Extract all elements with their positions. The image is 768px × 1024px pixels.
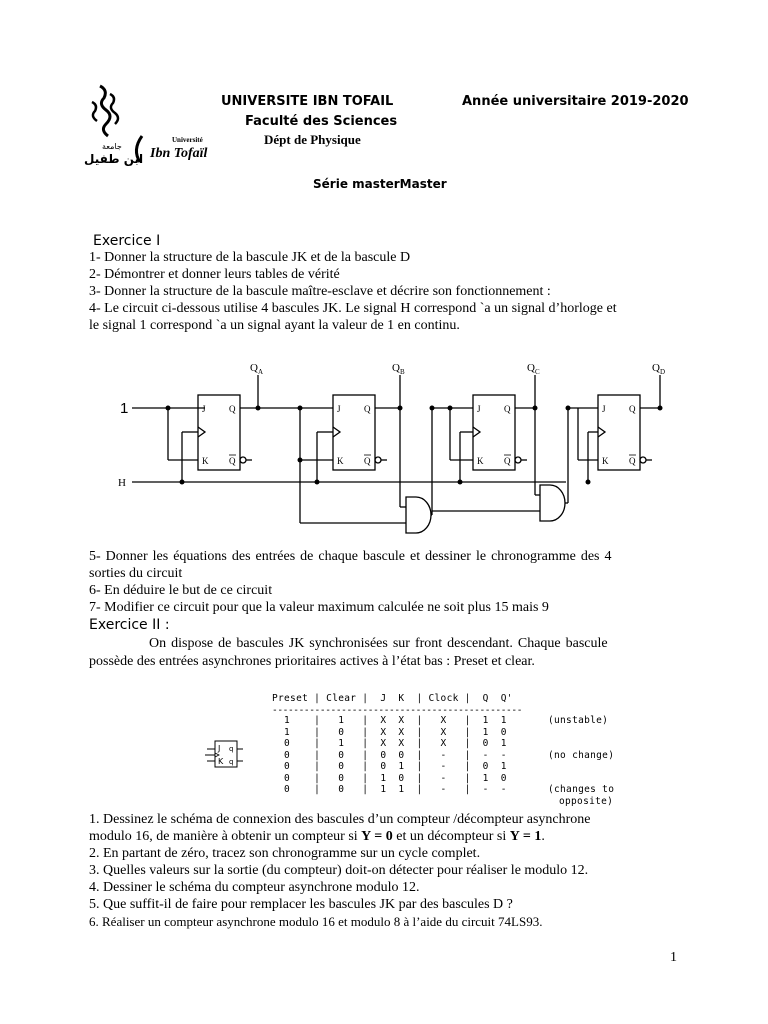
- exercise2-question: 5. Que suffit-il de faire pour remplacer les bascules JK par des bascules D ?: [89, 897, 513, 912]
- jk-flipflop-symbol: [205, 737, 245, 771]
- page-number: 1: [670, 950, 677, 965]
- logo-text-arabic-top: جامعة: [102, 142, 122, 151]
- exercise1-question: 6- En déduire le but de ce circuit: [89, 583, 273, 598]
- exercise2-question: 4. Dessiner le schéma du compteur asynchrone modulo 12.: [89, 880, 420, 895]
- svg-text:q: q: [229, 745, 234, 753]
- exercise2-question: 1. Dessinez le schéma de connexion des bascules d’un compteur /décompteur asynchrone: [89, 812, 591, 827]
- faculty-name: Faculté des Sciences: [245, 114, 398, 129]
- pin-k-label: K: [602, 456, 609, 466]
- output-qd-label: $Q_D$: [652, 362, 666, 376]
- logo-text-latin-bottom: Ibn Tofaïl: [150, 146, 208, 161]
- q1-text-c: .: [541, 829, 545, 844]
- university-logo: [80, 80, 210, 172]
- exercise1-item: 3- Donner la structure de la bascule maître-esclave et décrire son fonctionnement :: [89, 284, 551, 299]
- exercise1-item: 2- Démontrer et donner leurs tables de vérité: [89, 267, 340, 282]
- truth-table-row-note: (unstable): [548, 715, 609, 726]
- pin-j-label: J: [477, 404, 481, 414]
- pin-qbar-label: Q: [229, 456, 236, 466]
- exercise1-item: le signal 1 correspond `a un signal ayant la valeur de 1 en continu.: [89, 318, 460, 333]
- pin-j-label: J: [337, 404, 341, 414]
- truth-table-row-note: (changes to: [548, 784, 615, 795]
- exercise1-question: sorties du circuit: [89, 566, 183, 581]
- truth-table-cells: 0 | 0 | 1 1 | - | - -: [272, 784, 507, 795]
- pin-q-label: Q: [229, 404, 236, 414]
- pin-k-label: K: [337, 456, 344, 466]
- series-title: Série masterMaster: [313, 177, 447, 191]
- pin-k-label: K: [202, 456, 209, 466]
- q1-text-b: et un décompteur si: [392, 829, 510, 844]
- truth-table-cells: 1 | 0 | X X | X | 1 0: [272, 726, 507, 738]
- truth-table-separator: -----------------------------------------------: [272, 705, 523, 716]
- clock-label: H: [118, 477, 126, 489]
- logo-text-latin-top: Université: [172, 136, 203, 144]
- exercise2-intro: On dispose de bascules JK synchronisées sur front descendant. Chaque bascule: [149, 636, 608, 651]
- truth-table-cells: 0 | 1 | X X | X | 0 1: [272, 738, 507, 749]
- truth-table-header: Preset | Clear | J K | Clock | Q Q': [272, 693, 513, 704]
- jk-counter-circuit: [110, 355, 700, 545]
- q1-y1: Y = 1: [509, 829, 542, 844]
- q1-text-a: modulo 16, de manière à obtenir un compteur si: [89, 829, 362, 844]
- department-name: Dépt de Physique: [264, 132, 361, 147]
- exercise1-question: 5- Donner les équations des entrées de chaque bascule et dessiner le chronogramme des 4: [89, 549, 612, 564]
- academic-year: Année universitaire 2019-2020: [462, 94, 689, 109]
- pin-qbar-label: Q: [629, 456, 636, 466]
- exercise1-item: 4- Le circuit ci-dessous utilise 4 bascules JK. Le signal H correspond `a un signal d’horloge et: [89, 301, 617, 316]
- truth-table-cells: 0 | 0 | 1 0 | - | 1 0: [272, 772, 507, 784]
- pin-q-label: Q: [504, 404, 511, 414]
- truth-table-row: [272, 761, 652, 773]
- exercise1-question: 7- Modifier ce circuit pour que la valeur maximum calculée ne soit plus 15 mais 9: [89, 600, 549, 615]
- pin-k-label: K: [477, 456, 484, 466]
- pin-q-label: Q: [364, 404, 371, 414]
- exercise1-item: 1- Donner la structure de la bascule JK et de la bascule D: [89, 250, 411, 265]
- university-name: UNIVERSITE IBN TOFAIL: [221, 94, 394, 109]
- circuit-diagram: [110, 355, 700, 545]
- input-one-label: 1: [120, 400, 129, 417]
- exercise2-intro: possède des entrées asynchrones prioritaires actives à l’état bas : Preset et clear.: [89, 654, 535, 669]
- exercise2-question: 6. Réaliser un compteur asynchrone modulo 16 et modulo 8 à l’aide du circuit 74LS93.: [89, 914, 543, 929]
- truth-table-cells: 1 | 1 | X X | X | 1 1: [272, 715, 507, 726]
- exercise2-title: Exercice II :: [89, 617, 170, 633]
- pin-q-label: Q: [629, 404, 636, 414]
- logo-text-arabic-bottom: ابن طفيل: [84, 152, 144, 166]
- truth-table-cells: 0 | 0 | 0 0 | - | - -: [272, 749, 507, 761]
- truth-table-row: [272, 738, 652, 750]
- svg-text:q: q: [229, 758, 234, 766]
- truth-table-row: [272, 784, 652, 796]
- truth-table: [272, 693, 652, 808]
- output-qb-label: $Q_B$: [392, 362, 405, 376]
- exercise2-question: 2. En partant de zéro, tracez son chronogramme sur un cycle complet.: [89, 846, 481, 861]
- exercise2-question-line: [89, 829, 545, 845]
- truth-table-note: opposite): [559, 795, 614, 807]
- truth-table-row-note: (no change): [548, 749, 615, 761]
- symbol-j: J: [218, 744, 221, 753]
- symbol-k: K: [218, 757, 224, 766]
- truth-table-row: [272, 715, 652, 727]
- pin-j-label: J: [202, 404, 206, 414]
- exercise2-question: 3. Quelles valeurs sur la sortie (du compteur) doit-on détecter pour réaliser le modulo 12.: [89, 863, 589, 878]
- output-qa-label: $Q_A$: [250, 362, 264, 376]
- truth-table-row: [272, 773, 652, 785]
- pin-qbar-label: Q: [504, 456, 511, 466]
- pin-j-label: J: [602, 404, 606, 414]
- jk-symbol-graphic: [205, 737, 245, 771]
- truth-table-row: [272, 750, 652, 762]
- exercise1-title: Exercice I: [93, 233, 161, 249]
- output-qc-label: $Q_C$: [527, 362, 540, 376]
- truth-table-row: [272, 727, 652, 739]
- truth-table-cells: 0 | 0 | 0 1 | - | 0 1: [272, 761, 507, 772]
- truth-table-body: [272, 715, 652, 796]
- pin-qbar-label: Q: [364, 456, 371, 466]
- q1-y0: Y = 0: [361, 829, 393, 844]
